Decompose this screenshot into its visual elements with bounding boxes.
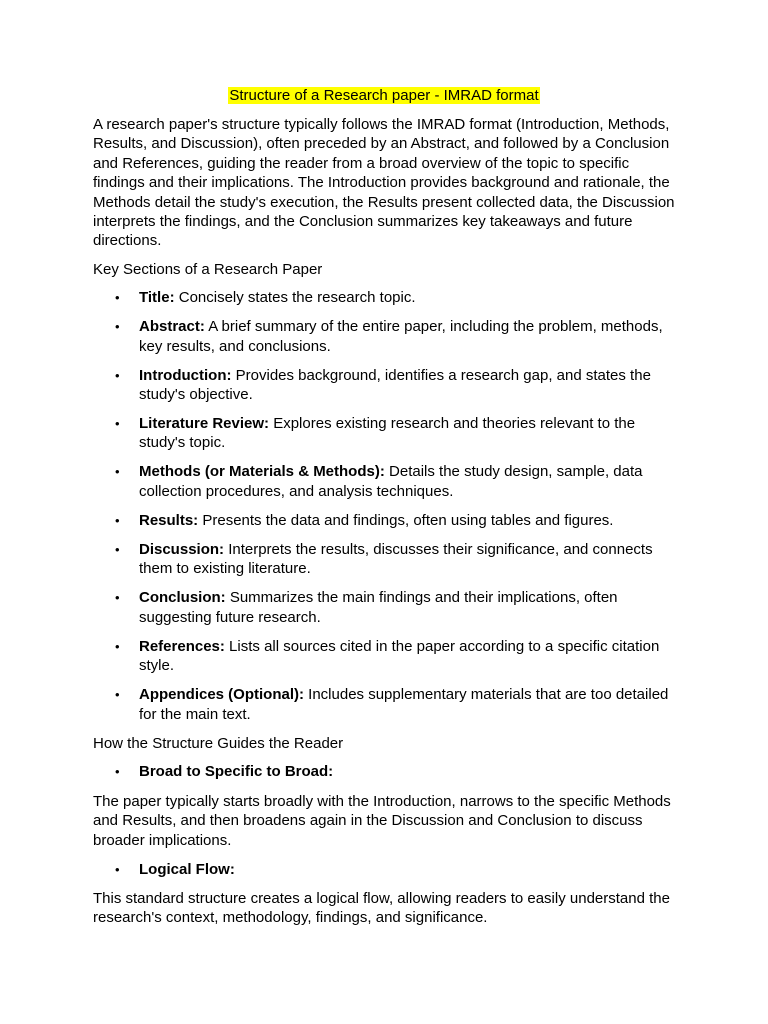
guide-paragraph: This standard structure creates a logical flow, allowing readers to easily understand the research's context, methodology, findings, and significance. bbox=[93, 889, 670, 927]
intro-paragraph: A research paper's structure typically follows the IMRAD format (Introduction, Methods, Results, and Discussion), often preceded by an Abstract, and followed by a Conclusion and References, guiding the reader from a broad overview of the topic to specific findings and their implications. The Introduction provides background and rationale, the Methods detail the study's execution, the Results present collected data, the Discussion interprets the findings, and the Conclusion summarizes key takeaways and future directions. bbox=[93, 116, 675, 250]
document-title: Structure of a Research paper - IMRAD format bbox=[229, 87, 539, 104]
document-page bbox=[93, 86, 683, 937]
section-desc: Concisely states the research topic. bbox=[174, 289, 416, 307]
bullet-icon: • bbox=[115, 861, 120, 877]
bullet-icon: • bbox=[115, 687, 120, 703]
section-desc: Summarizes the main findings and their implications, often suggesting future research. bbox=[139, 589, 618, 626]
list-item bbox=[93, 637, 683, 676]
list-item bbox=[93, 366, 683, 405]
bullet-icon: • bbox=[115, 367, 120, 383]
list-item bbox=[93, 588, 683, 627]
list-item bbox=[93, 860, 683, 879]
section-desc: Lists all sources cited in the paper according to a specific citation style. bbox=[139, 637, 660, 675]
section-term: References: bbox=[139, 637, 225, 655]
sections-heading: Key Sections of a Research Paper bbox=[93, 260, 323, 278]
bullet-icon: • bbox=[115, 638, 120, 654]
section-term: Results: bbox=[139, 511, 199, 529]
section-term: Conclusion: bbox=[139, 589, 226, 607]
section-term: Appendices (Optional): bbox=[139, 686, 304, 704]
section-desc: Explores existing research and theories relevant to the study's topic. bbox=[139, 415, 636, 452]
bullet-icon: • bbox=[115, 416, 120, 432]
guide-list-1 bbox=[93, 762, 683, 781]
bullet-icon: • bbox=[115, 512, 120, 528]
list-item bbox=[93, 540, 683, 579]
section-desc: Interprets the results, discusses their significance, and connects them to existing literature. bbox=[139, 540, 653, 578]
section-term: Abstract: bbox=[139, 318, 205, 336]
bullet-icon: • bbox=[115, 319, 120, 335]
list-item bbox=[93, 414, 683, 453]
section-desc: A brief summary of the entire paper, including the problem, methods, key results, and conclusions. bbox=[139, 318, 663, 355]
section-desc: Details the study design, sample, data collection procedures, and analysis techniques. bbox=[139, 463, 643, 500]
list-item bbox=[93, 288, 683, 307]
guide-paragraph: The paper typically starts broadly with the Introduction, narrows to the specific Methods and Results, and then broadens again in the Discussion and Conclusion to discuss broader implications. bbox=[93, 792, 671, 849]
section-term: Methods (or Materials & Methods): bbox=[139, 463, 385, 481]
bullet-icon: • bbox=[115, 764, 120, 780]
guide-term: Broad to Specific to Broad: bbox=[139, 763, 334, 781]
title-line bbox=[89, 86, 679, 105]
list-item bbox=[93, 462, 683, 501]
guide-heading: How the Structure Guides the Reader bbox=[93, 734, 344, 752]
section-term: Title: bbox=[139, 289, 175, 307]
list-item bbox=[93, 511, 683, 530]
section-desc: Includes supplementary materials that are too detailed for the main text. bbox=[139, 686, 669, 723]
list-item bbox=[93, 317, 683, 356]
bullet-icon: • bbox=[115, 590, 120, 606]
section-desc: Presents the data and findings, often using tables and figures. bbox=[198, 511, 614, 529]
sections-list bbox=[93, 288, 683, 724]
bullet-icon: • bbox=[115, 541, 120, 557]
section-term: Literature Review: bbox=[139, 415, 270, 433]
section-desc: Provides background, identifies a research gap, and states the study's objective. bbox=[139, 366, 651, 404]
section-term: Introduction: bbox=[139, 366, 232, 384]
list-item bbox=[93, 685, 683, 724]
section-term: Discussion: bbox=[139, 540, 225, 558]
guide-term: Logical Flow: bbox=[139, 860, 235, 878]
list-item bbox=[93, 762, 683, 781]
bullet-icon: • bbox=[115, 464, 120, 480]
bullet-icon: • bbox=[115, 290, 120, 306]
guide-list-2 bbox=[93, 860, 683, 879]
